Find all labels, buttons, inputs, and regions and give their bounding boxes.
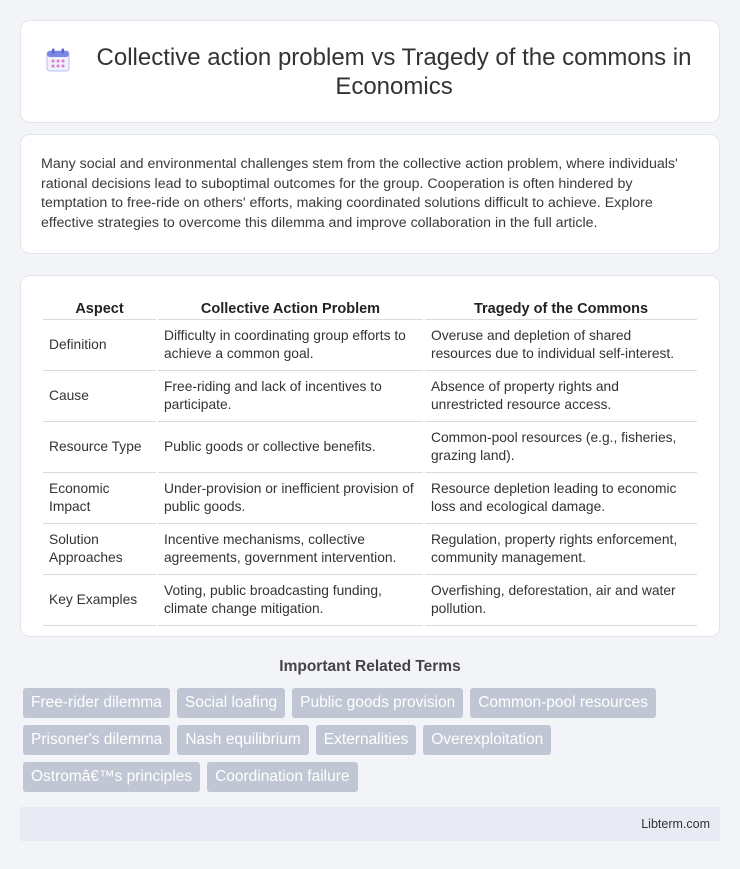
calendar-icon — [45, 47, 71, 73]
intro-card — [20, 134, 720, 254]
table-row — [43, 320, 697, 371]
cell-tragedy-commons: Common-pool resources (e.g., fisheries, grazing land). — [425, 422, 697, 473]
cell-aspect: Economic Impact — [43, 473, 156, 524]
cell-collective-action: Free-riding and lack of incentives to participate. — [158, 371, 423, 422]
header-aspect: Aspect — [43, 298, 156, 320]
comparison-table-card — [20, 275, 720, 637]
cell-collective-action: Incentive mechanisms, collective agreements, government intervention. — [158, 524, 423, 575]
related-term-tag[interactable]: Nash equilibrium — [177, 725, 308, 755]
cell-aspect: Key Examples — [43, 575, 156, 626]
page-title: Collective action problem vs Tragedy of the commons in Economics — [96, 43, 692, 100]
related-term-tag[interactable]: Free-rider dilemma — [23, 688, 170, 718]
table-row — [43, 422, 697, 473]
header-tragedy-commons: Tragedy of the Commons — [425, 298, 697, 320]
related-term-tag[interactable]: Ostromâ€™s principles — [23, 762, 200, 792]
related-term-tag[interactable]: Common-pool resources — [470, 688, 656, 718]
title-card — [20, 20, 720, 123]
cell-aspect: Definition — [43, 320, 156, 371]
cell-aspect: Solution Approaches — [43, 524, 156, 575]
cell-tragedy-commons: Absence of property rights and unrestricted resource access. — [425, 371, 697, 422]
related-terms-heading: Important Related Terms — [279, 658, 461, 675]
related-term-tag[interactable]: Externalities — [316, 725, 416, 755]
cell-tragedy-commons: Overuse and depletion of shared resources due to individual self-interest. — [425, 320, 697, 371]
related-term-tag[interactable]: Coordination failure — [207, 762, 357, 792]
cell-collective-action: Voting, public broadcasting funding, climate change mitigation. — [158, 575, 423, 626]
related-terms-list — [20, 688, 720, 792]
table-header-row — [43, 298, 697, 320]
footer-site-link[interactable]: Libterm.com — [641, 817, 710, 831]
footer — [20, 807, 720, 841]
related-term-tag[interactable]: Prisoner's dilemma — [23, 725, 170, 755]
cell-collective-action: Under-provision or inefficient provision of public goods. — [158, 473, 423, 524]
cell-tragedy-commons: Resource depletion leading to economic loss and ecological damage. — [425, 473, 697, 524]
intro-text: Many social and environmental challenges stem from the collective action problem, where individuals' rational decisions lead to suboptimal outcomes for the group. Cooperation is often hindered by temptation to free-ride on others' efforts, making coordinated solutions difficult to achieve. Explore effective strategies to overcome this dilemma and improve collaboration in the full article. — [41, 156, 678, 231]
comparison-table — [41, 298, 699, 626]
cell-tragedy-commons: Regulation, property rights enforcement, community management. — [425, 524, 697, 575]
table-row — [43, 371, 697, 422]
cell-tragedy-commons: Overfishing, deforestation, air and water pollution. — [425, 575, 697, 626]
cell-aspect: Resource Type — [43, 422, 156, 473]
related-term-tag[interactable]: Overexploitation — [423, 725, 551, 755]
header-collective-action: Collective Action Problem — [158, 298, 423, 320]
cell-collective-action: Difficulty in coordinating group efforts to achieve a common goal. — [158, 320, 423, 371]
table-row — [43, 524, 697, 575]
related-term-tag[interactable]: Public goods provision — [292, 688, 463, 718]
related-term-tag[interactable]: Social loafing — [177, 688, 285, 718]
table-row — [43, 575, 697, 626]
cell-collective-action: Public goods or collective benefits. — [158, 422, 423, 473]
table-row — [43, 473, 697, 524]
cell-aspect: Cause — [43, 371, 156, 422]
